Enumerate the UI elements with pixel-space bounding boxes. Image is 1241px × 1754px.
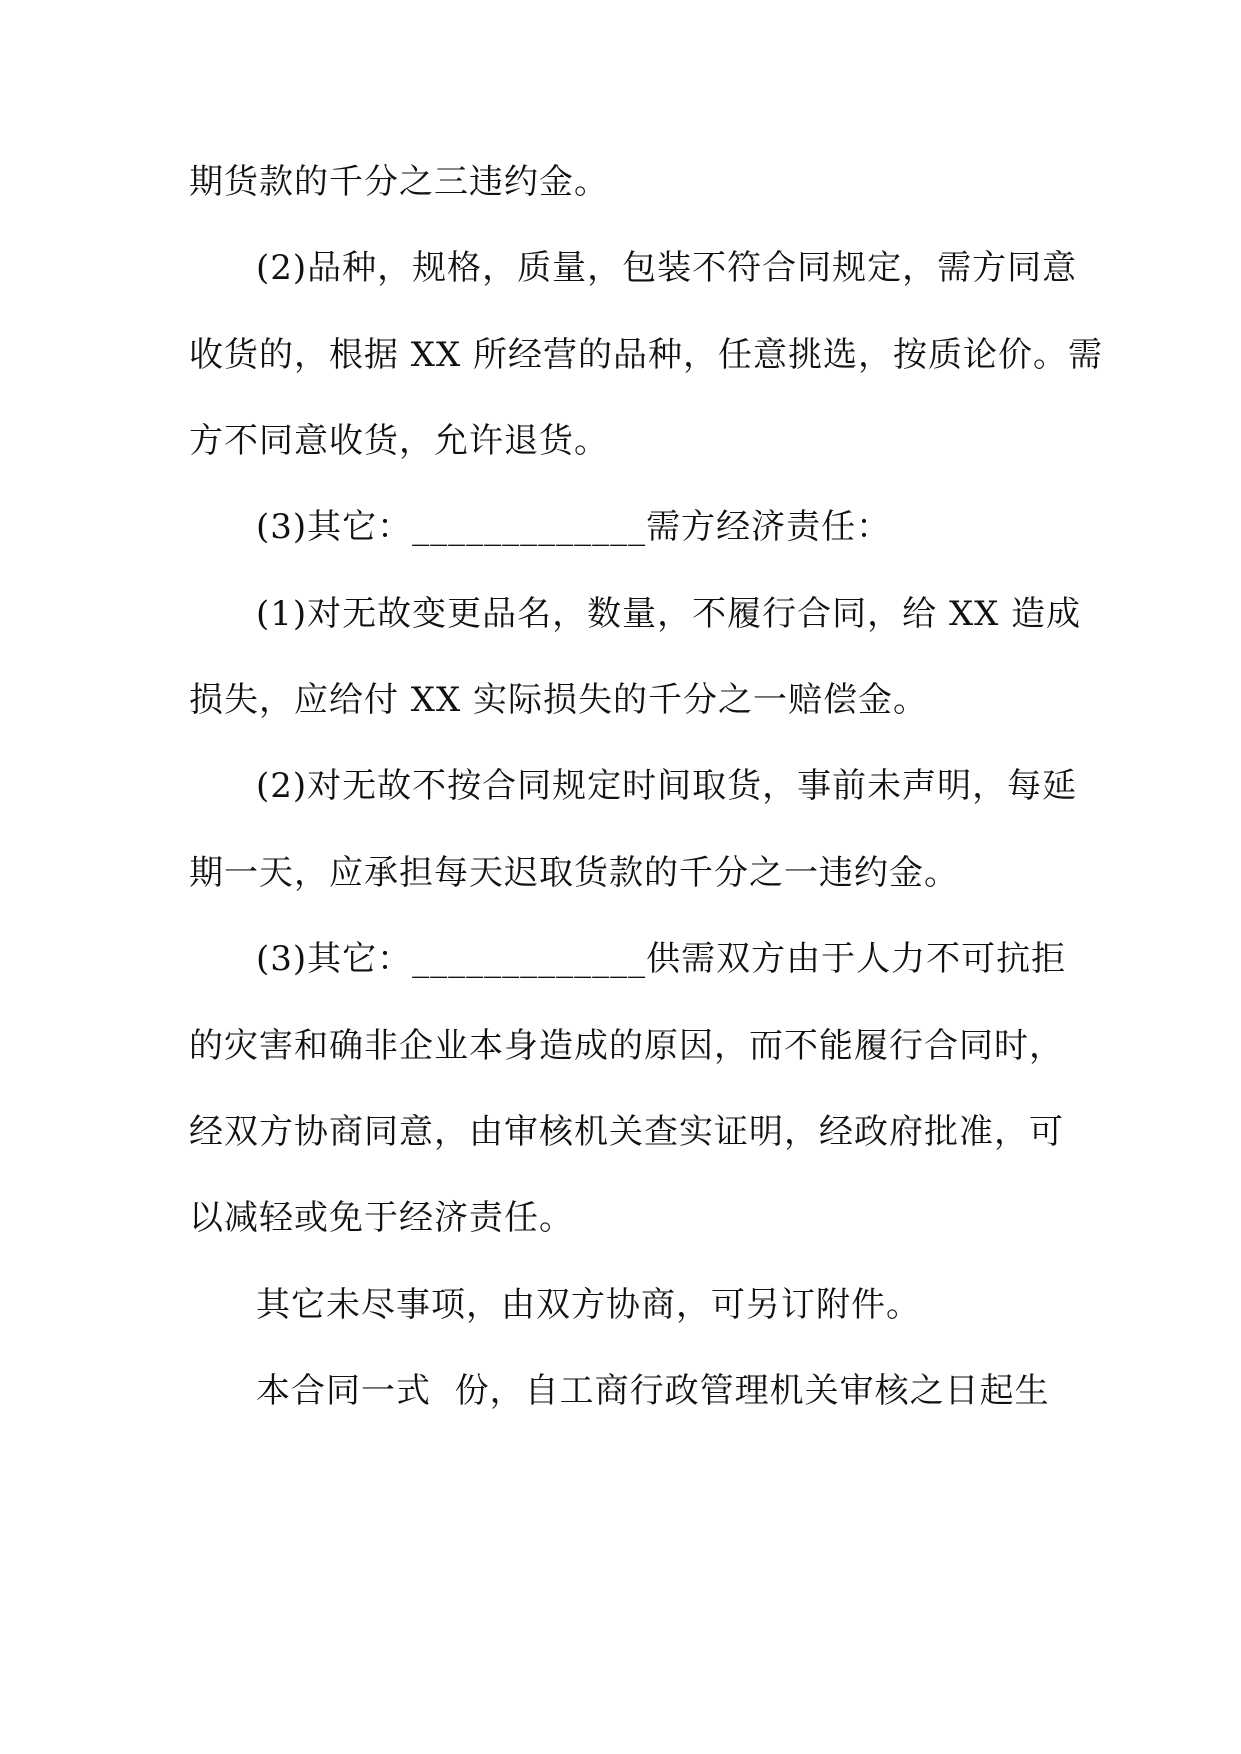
text-line: 以减轻或免于经济责任。: [189, 1198, 574, 1238]
text-line: 收货的，根据 XX 所经营的品种，任意挑选，按质论价。需: [189, 335, 1104, 375]
text-line: 经双方协商同意，由审核机关查实证明，经政府批准，可: [189, 1112, 1064, 1152]
text-line: (3)其它：_____________需方经济责任：: [256, 507, 892, 547]
text-line: (3)其它：_____________供需双方由于人力不可抗拒: [256, 939, 1067, 979]
text-line: 其它未尽事项，由双方协商，可另订附件。: [256, 1285, 921, 1325]
text-line: 的灾害和确非企业本身造成的原因，而不能履行合同时，: [189, 1026, 1064, 1066]
text-line: 期一天，应承担每天迟取货款的千分之一违约金。: [189, 853, 959, 893]
text-line: 期货款的千分之三违约金。: [189, 162, 609, 202]
text-line: (1)对无故变更品名，数量，不履行合同，给 XX 造成: [256, 594, 1082, 634]
text-line: (2)对无故不按合同规定时间取货，事前未声明，每延: [256, 766, 1078, 806]
text-line: 本合同一式 份，自工商行政管理机关审核之日起生: [256, 1371, 1050, 1411]
text-line: (2)品种，规格，质量，包装不符合同规定，需方同意: [256, 248, 1078, 288]
text-line: 损失，应给付 XX 实际损失的千分之一赔偿金。: [189, 680, 929, 720]
text-line: 方不同意收货，允许退货。: [189, 421, 609, 461]
